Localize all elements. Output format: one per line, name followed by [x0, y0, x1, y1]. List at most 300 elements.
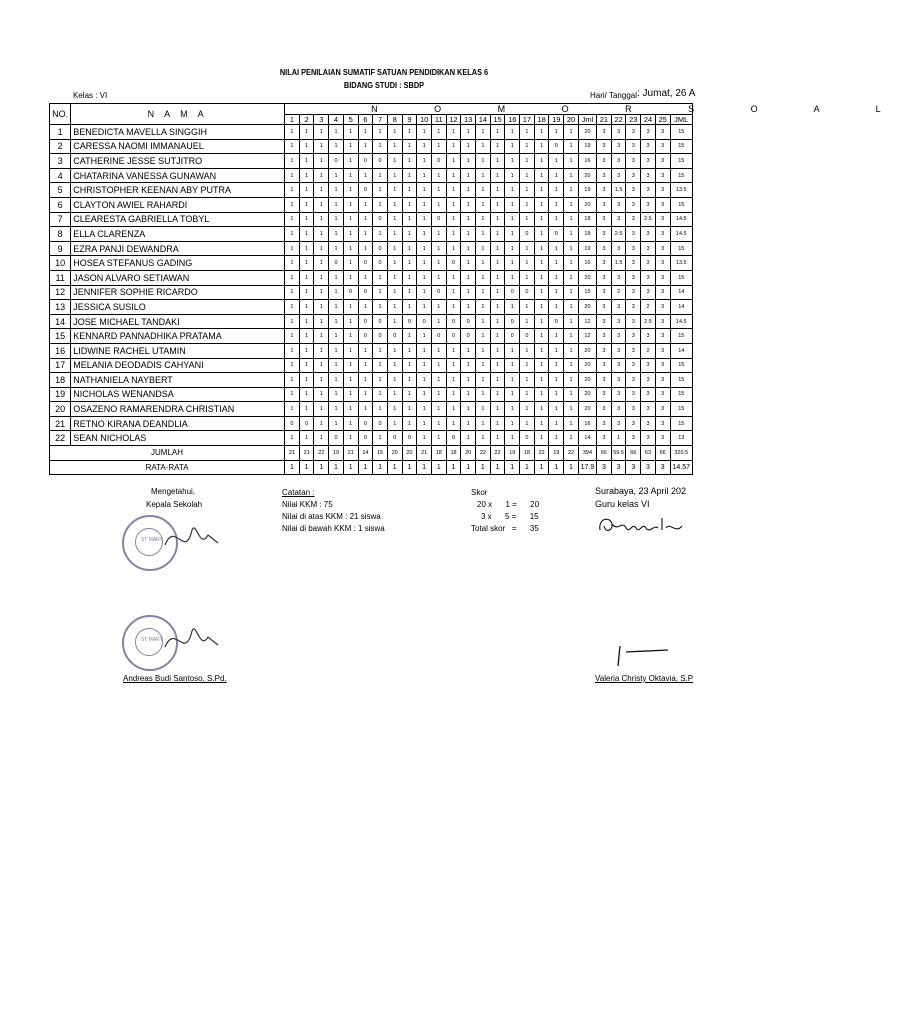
score-cell: 1 — [549, 402, 564, 417]
score-cell: 15 — [670, 139, 692, 154]
score-cell: 1 — [299, 373, 314, 388]
score-cell: 1 — [329, 373, 344, 388]
score-cell: 1 — [402, 373, 417, 388]
score-cell: 3 — [597, 212, 612, 227]
score-cell: 1 — [490, 285, 505, 300]
score-cell: 3 — [597, 227, 612, 242]
score-cell: 1 — [417, 168, 432, 183]
score-cell: 1 — [431, 270, 446, 285]
score-cell: 1 — [314, 154, 329, 169]
student-name: ELLA CLARENZA — [71, 227, 285, 242]
score-cell: 1 — [402, 212, 417, 227]
score-cell: 1 — [549, 183, 564, 198]
score-cell: 1 — [417, 416, 432, 431]
score-cell: 1 — [534, 256, 549, 271]
score-cell: 3 — [641, 373, 656, 388]
score-cell: 1 — [505, 139, 520, 154]
col-header: 13 — [461, 115, 476, 125]
score-cell: 1 — [285, 402, 300, 417]
score-cell: 1 — [549, 373, 564, 388]
score-cell: 2.5 — [611, 227, 626, 242]
col-header: 11 — [431, 115, 446, 125]
score-cell: 1 — [476, 168, 491, 183]
student-name: KENNARD PANNADHIKA PRATAMA — [71, 329, 285, 344]
score-cell: 1 — [314, 373, 329, 388]
score-cell: 1 — [549, 358, 564, 373]
score-cell: 1 — [387, 416, 402, 431]
score-cell: 1 — [358, 197, 373, 212]
score-cell: 1 — [402, 329, 417, 344]
score-cell: 0 — [520, 227, 535, 242]
score-cell: 19 — [578, 241, 596, 256]
score-cell: 1 — [431, 314, 446, 329]
score-cell: 1 — [490, 183, 505, 198]
score-cell: 0 — [387, 431, 402, 446]
score-cell: 3 — [626, 227, 641, 242]
score-cell: 0 — [402, 314, 417, 329]
score-cell: 0 — [373, 256, 388, 271]
score-cell: 0 — [358, 256, 373, 271]
average-cell: 1 — [564, 460, 579, 475]
score-cell: 1 — [476, 197, 491, 212]
score-cell: 1 — [358, 343, 373, 358]
score-cell: 3 — [611, 154, 626, 169]
score-cell: 3 — [655, 285, 670, 300]
score-cell: 3 — [641, 183, 656, 198]
score-cell: 3 — [611, 314, 626, 329]
score-cell: 1 — [329, 387, 344, 402]
score-cell: 1 — [564, 241, 579, 256]
score-cell: 1 — [285, 358, 300, 373]
table-row — [50, 285, 693, 300]
principal-title: Kepala Sekolah — [146, 500, 203, 509]
row-number: 1 — [50, 125, 71, 140]
score-cell: 3 — [626, 256, 641, 271]
score-cell: 1 — [329, 402, 344, 417]
score-cell: 1 — [373, 300, 388, 315]
col-header: JML — [670, 115, 692, 125]
score-cell: 0 — [520, 431, 535, 446]
score-cell: 1 — [373, 139, 388, 154]
total-cell: 19 — [329, 446, 344, 461]
score-cell: 1 — [285, 270, 300, 285]
total-cell: 66 — [597, 446, 612, 461]
score-cell: 3 — [597, 358, 612, 373]
score-cell: 0 — [358, 431, 373, 446]
score-cell: 3 — [641, 256, 656, 271]
score-cell: 0 — [446, 256, 461, 271]
score-cell: 3 — [611, 329, 626, 344]
score-table — [49, 103, 908, 475]
table-row — [50, 358, 693, 373]
average-cell: 1 — [446, 460, 461, 475]
table-row — [50, 373, 693, 388]
score-cell: 1 — [358, 241, 373, 256]
score-cell: 20 — [578, 358, 596, 373]
score-cell: 1 — [285, 212, 300, 227]
score-cell: 1 — [564, 300, 579, 315]
score-cell: 1 — [534, 125, 549, 140]
score-cell: 1 — [343, 314, 358, 329]
score-cell: 3 — [626, 314, 641, 329]
score-cell: 1 — [611, 431, 626, 446]
score-cell: 1 — [314, 285, 329, 300]
score-cell: 1 — [431, 256, 446, 271]
score-label: Skor — [471, 488, 488, 497]
score-cell: 1 — [299, 125, 314, 140]
score-cell: 1 — [358, 300, 373, 315]
score-cell: 1 — [476, 343, 491, 358]
row-number: 15 — [50, 329, 71, 344]
student-name: JOSE MICHAEL TANDAKI — [71, 314, 285, 329]
score-cell: 1 — [373, 387, 388, 402]
score-cell: 1 — [476, 373, 491, 388]
table-row — [50, 241, 693, 256]
score-cell: 1 — [564, 431, 579, 446]
score-cell: 0 — [431, 212, 446, 227]
score-cell: 0 — [549, 227, 564, 242]
score-cell: 1 — [285, 139, 300, 154]
student-name: CLAYTON AWIEL RAHARDI — [71, 197, 285, 212]
score-cell: 3 — [626, 154, 641, 169]
col-header: 25 — [655, 115, 670, 125]
total-cell: 20 — [461, 446, 476, 461]
score-cell: 1 — [505, 256, 520, 271]
score-cell: 3 — [626, 241, 641, 256]
score-cell: 1 — [446, 300, 461, 315]
score-cell: 1 — [534, 168, 549, 183]
score-cell: 1 — [490, 329, 505, 344]
score-cell: 1 — [314, 197, 329, 212]
score-cell: 3 — [626, 197, 641, 212]
table-row — [50, 212, 693, 227]
score-cell: 1 — [520, 197, 535, 212]
score-cell: 3 — [597, 314, 612, 329]
score-cell: 1 — [564, 285, 579, 300]
score-cell: 1 — [299, 212, 314, 227]
score-cell: 1 — [476, 139, 491, 154]
score-cell: 1 — [534, 358, 549, 373]
score-cell: 1 — [343, 343, 358, 358]
score-cell: 1 — [373, 125, 388, 140]
total-cell: 18 — [431, 446, 446, 461]
score-cell: 3 — [626, 125, 641, 140]
average-cell: 3 — [655, 460, 670, 475]
score-cell: 1 — [402, 270, 417, 285]
total-cell: 19 — [549, 446, 564, 461]
below-kkm: Nilai di bawah KKM : 1 siswa — [282, 524, 385, 533]
place-date: Surabaya, 23 April 202 — [595, 486, 687, 496]
score-cell: 20 — [578, 197, 596, 212]
score-cell: 15 — [578, 285, 596, 300]
score-cell: 1 — [402, 358, 417, 373]
total-cell: 14 — [358, 446, 373, 461]
score-cell: 1 — [446, 212, 461, 227]
score-cell: 1 — [343, 241, 358, 256]
student-name: OSAZENO RAMARENDRA CHRISTIAN — [71, 402, 285, 417]
score-cell: 3 — [597, 431, 612, 446]
score-cell: 1 — [329, 329, 344, 344]
score-cell: 1 — [564, 227, 579, 242]
score-cell: 2.5 — [641, 314, 656, 329]
score-cell: 1 — [387, 402, 402, 417]
score-cell: 1 — [299, 227, 314, 242]
score-cell: 1 — [343, 154, 358, 169]
score-cell: 0 — [358, 154, 373, 169]
score-cell: 20 — [578, 343, 596, 358]
score-cell: 3 — [655, 227, 670, 242]
score-cell: 1 — [446, 139, 461, 154]
score-cell: 1 — [461, 227, 476, 242]
score-cell: 1 — [520, 358, 535, 373]
score-cell: 1 — [476, 256, 491, 271]
score-cell: 15 — [670, 402, 692, 417]
score-cell: 3 — [655, 168, 670, 183]
score-cell: 0 — [373, 416, 388, 431]
score-cell: 3 — [611, 300, 626, 315]
score-cell: 1 — [314, 358, 329, 373]
col-header: 14 — [476, 115, 491, 125]
score-cell: 1 — [505, 416, 520, 431]
score-cell: 3 — [641, 154, 656, 169]
score-cell: 1 — [402, 139, 417, 154]
score-cell: 1 — [343, 431, 358, 446]
score-cell: 1 — [461, 256, 476, 271]
average-cell: 3 — [626, 460, 641, 475]
score-cell: 1 — [285, 227, 300, 242]
score-cell: 3 — [626, 431, 641, 446]
score-cell: 3 — [597, 387, 612, 402]
score-cell: 15 — [670, 373, 692, 388]
score-cell: 1 — [476, 300, 491, 315]
score-cell: 2 — [641, 300, 656, 315]
score-cell: 0 — [505, 314, 520, 329]
score-cell: 1 — [343, 329, 358, 344]
score-cell: 1 — [564, 314, 579, 329]
score-cell: 1 — [299, 256, 314, 271]
score-cell: 3 — [655, 314, 670, 329]
score-cell: 1 — [387, 387, 402, 402]
score-cell: 15 — [670, 197, 692, 212]
score-cell: 1 — [549, 431, 564, 446]
score-cell: 1 — [431, 358, 446, 373]
score-cell: 1 — [476, 183, 491, 198]
score-cell: 1 — [564, 168, 579, 183]
total-cell: 66 — [626, 446, 641, 461]
score-cell: 1 — [299, 183, 314, 198]
score-cell: 1 — [417, 139, 432, 154]
date-value: : Jumat, 26 A — [637, 88, 696, 99]
total-cell: 22 — [476, 446, 491, 461]
score-cell: 1 — [446, 358, 461, 373]
score-cell: 1 — [431, 343, 446, 358]
total-cell: 394 — [578, 446, 596, 461]
score-cell: 1 — [564, 212, 579, 227]
score-cell: 1 — [534, 241, 549, 256]
score-cell: 1 — [329, 358, 344, 373]
average-cell: 3 — [641, 460, 656, 475]
total-cell: 22 — [490, 446, 505, 461]
score-cell: 1 — [534, 270, 549, 285]
score-cell: 1 — [505, 197, 520, 212]
principal-name: Andreas Budi Santoso, S.Pd. — [123, 674, 227, 683]
score-cell: 1 — [285, 431, 300, 446]
score-cell: 3 — [641, 227, 656, 242]
score-cell: 1 — [285, 154, 300, 169]
score-cell: 3 — [655, 329, 670, 344]
average-row — [50, 460, 693, 475]
score-cell: 1 — [490, 139, 505, 154]
score-cell: 3 — [611, 139, 626, 154]
score-cell: 1 — [446, 183, 461, 198]
score-cell: 1 — [564, 139, 579, 154]
score-cell: 1 — [299, 431, 314, 446]
average-cell: 1 — [358, 460, 373, 475]
average-cell: 3 — [597, 460, 612, 475]
score-cell: 1 — [314, 416, 329, 431]
score-cell: 3 — [597, 373, 612, 388]
table-row — [50, 154, 693, 169]
score-cell: 3 — [655, 154, 670, 169]
score-cell: 1 — [417, 241, 432, 256]
score-cell: 1 — [490, 343, 505, 358]
col-header: 19 — [549, 115, 564, 125]
score-cell: 15 — [670, 358, 692, 373]
student-name: CHATARINA VANESSA GUNAWAN — [71, 168, 285, 183]
score-cell: 13 — [670, 431, 692, 446]
score-cell: 1 — [343, 197, 358, 212]
score-cell: 15 — [670, 241, 692, 256]
score-cell: 1 — [387, 241, 402, 256]
score-cell: 20 — [578, 402, 596, 417]
score-cell: 1 — [549, 256, 564, 271]
score-cell: 1 — [417, 387, 432, 402]
total-cell: 22 — [564, 446, 579, 461]
score-cell: 1 — [402, 125, 417, 140]
principal-signature-1 — [160, 515, 220, 565]
score-cell: 3 — [611, 241, 626, 256]
score-cell: 0 — [520, 329, 535, 344]
score-cell: 1 — [476, 241, 491, 256]
score-cell: 0 — [329, 431, 344, 446]
score-cell: 1 — [299, 139, 314, 154]
score-cell: 1 — [314, 270, 329, 285]
score-cell: 14 — [670, 285, 692, 300]
col-header: 15 — [490, 115, 505, 125]
score-cell: 1 — [446, 402, 461, 417]
score-cell: 1 — [387, 343, 402, 358]
score-cell: 1 — [520, 212, 535, 227]
col-header: 2 — [299, 115, 314, 125]
score-cell: 3 — [611, 387, 626, 402]
score-cell: 1 — [343, 139, 358, 154]
score-cell: 1 — [329, 285, 344, 300]
col-header: 16 — [505, 115, 520, 125]
score-cell: 0 — [373, 212, 388, 227]
score-cell: 1 — [549, 270, 564, 285]
score-cell: 1 — [358, 227, 373, 242]
score-cell: 1 — [329, 300, 344, 315]
score-cell: 1 — [402, 387, 417, 402]
score-cell: 1 — [417, 343, 432, 358]
score-cell: 0 — [446, 314, 461, 329]
student-name: NICHOLAS WENANDSA — [71, 387, 285, 402]
row-number: 3 — [50, 154, 71, 169]
score-cell: 1 — [431, 431, 446, 446]
score-cell: 0 — [520, 285, 535, 300]
score-cell: 1 — [461, 373, 476, 388]
table-row — [50, 416, 693, 431]
score-cell: 1 — [373, 373, 388, 388]
score-cell: 1 — [373, 270, 388, 285]
score-cell: 3 — [641, 285, 656, 300]
score-cell: 1 — [373, 227, 388, 242]
score-cell: 14.5 — [670, 314, 692, 329]
score-cell: 1 — [314, 343, 329, 358]
score-cell: 1 — [446, 227, 461, 242]
notes-label: Catatan : — [282, 488, 315, 497]
score-cell: 3 — [641, 241, 656, 256]
table-row — [50, 387, 693, 402]
score-cell: 1 — [417, 197, 432, 212]
total-cell: 18 — [446, 446, 461, 461]
score-cell: 1 — [534, 300, 549, 315]
score-cell: 1 — [417, 227, 432, 242]
score-cell: 20 — [578, 387, 596, 402]
score-cell: 1 — [417, 300, 432, 315]
col-header: 9 — [402, 115, 417, 125]
score-cell: 1 — [490, 227, 505, 242]
score-cell: 1 — [343, 358, 358, 373]
score-cell: 3 — [641, 197, 656, 212]
score-cell: 1 — [387, 300, 402, 315]
score-cell: 3 — [626, 183, 641, 198]
score-cell: 1 — [505, 343, 520, 358]
score-cell: 1 — [417, 212, 432, 227]
row-number: 13 — [50, 300, 71, 315]
score-cell: 1 — [417, 285, 432, 300]
score-cell: 3 — [597, 329, 612, 344]
score-cell: 1 — [417, 125, 432, 140]
score-cell: 3 — [597, 343, 612, 358]
score-cell: 1 — [505, 125, 520, 140]
score-cell: 1 — [343, 416, 358, 431]
score-cell: 1 — [461, 212, 476, 227]
average-cell: 1 — [343, 460, 358, 475]
score-cell: 3 — [655, 358, 670, 373]
score-cell: 1 — [358, 387, 373, 402]
score-cell: 3 — [641, 358, 656, 373]
row-number: 12 — [50, 285, 71, 300]
score-cell: 1 — [343, 183, 358, 198]
score-cell: 0 — [461, 314, 476, 329]
class-label: Kelas : VI — [73, 91, 108, 100]
score-cell: 1 — [564, 197, 579, 212]
student-name: EZRA PANJI DEWANDRA — [71, 241, 285, 256]
score-cell: 0 — [373, 241, 388, 256]
score-cell: 3 — [597, 241, 612, 256]
score-cell: 1 — [285, 256, 300, 271]
score-cell: 1 — [534, 183, 549, 198]
total-cell: 21 — [285, 446, 300, 461]
score-cell: 1 — [358, 373, 373, 388]
score-cell: 1 — [314, 387, 329, 402]
score-cell: 0 — [358, 416, 373, 431]
average-cell: 1 — [549, 460, 564, 475]
score-cell: 1 — [285, 168, 300, 183]
score-cell: 15 — [670, 125, 692, 140]
student-name: CLEARESTA GABRIELLA TOBYL — [71, 212, 285, 227]
